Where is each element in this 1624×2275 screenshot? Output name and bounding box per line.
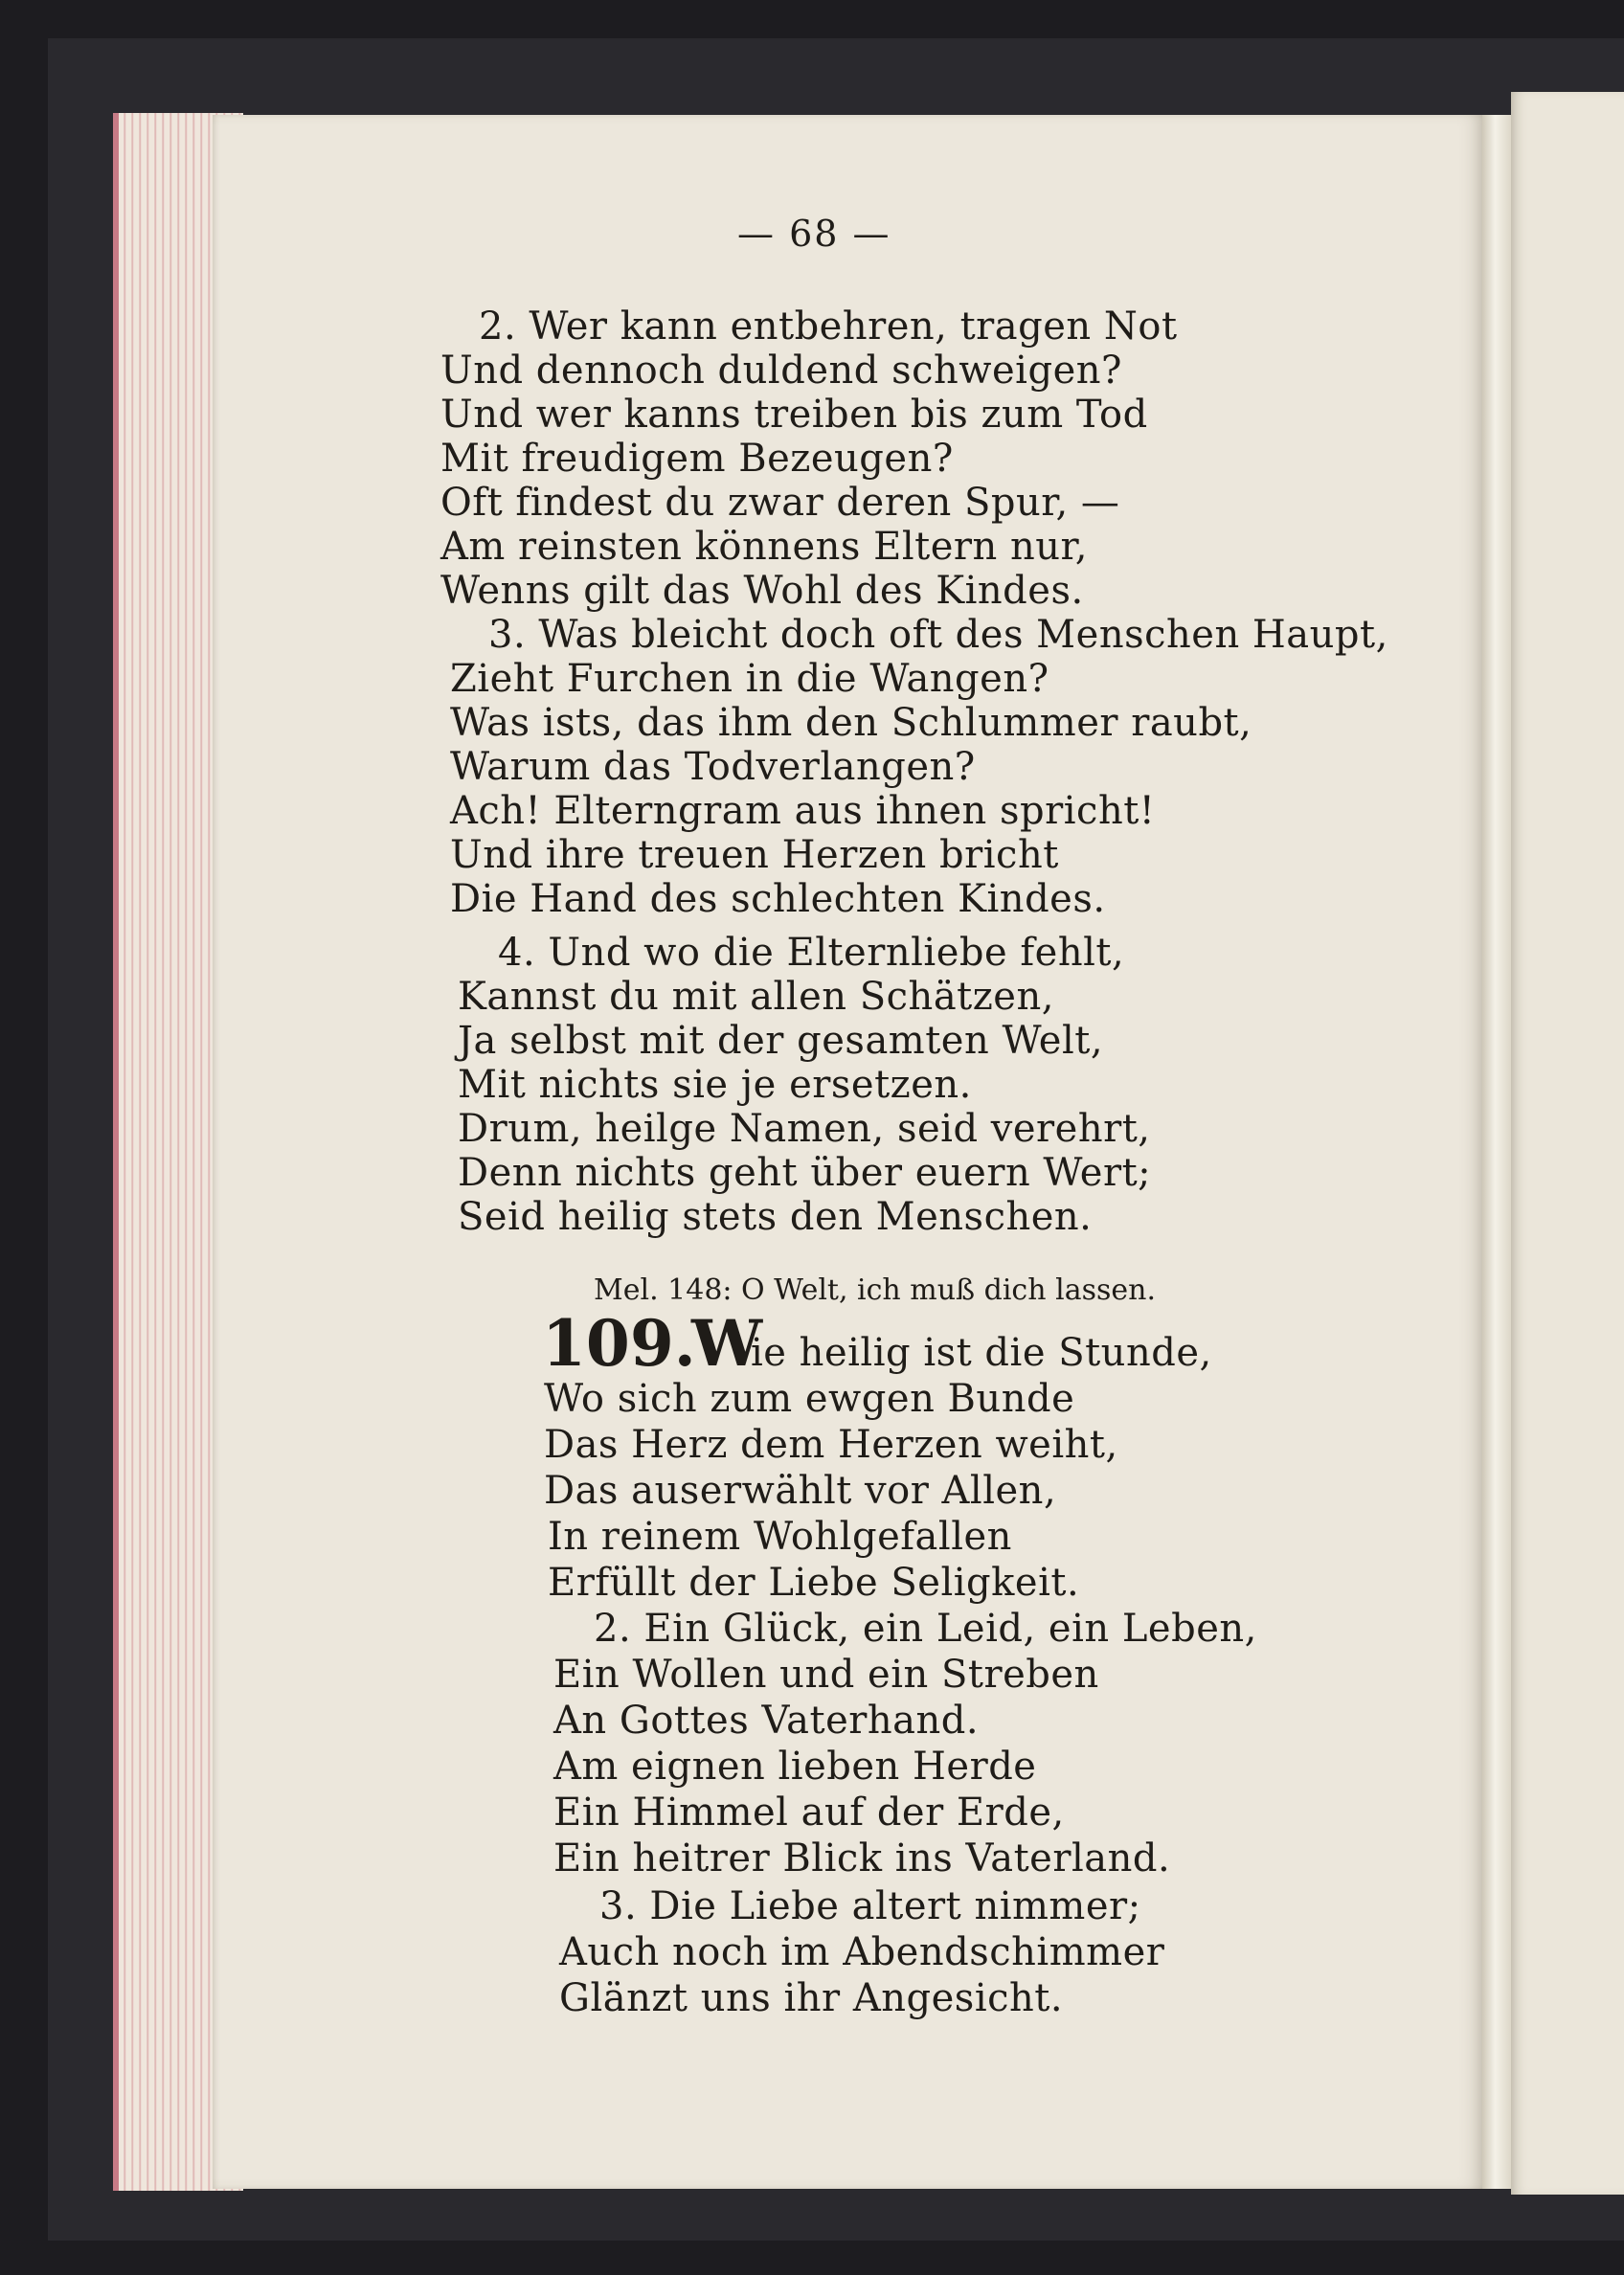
verse-line: Wenns gilt das Wohl des Kindes. [440, 569, 1084, 613]
verse-line: 4. Und wo die Elternliebe fehlt, [498, 931, 1125, 975]
verse-line: Oft findest du zwar deren Spur, — [440, 481, 1120, 525]
verse-line: Ein heitrer Blick ins Vaterland. [553, 1836, 1171, 1881]
verse-line: Wo sich zum ewgen Bunde [544, 1377, 1075, 1421]
verse-line: Am reinsten könnens Eltern nur, [440, 525, 1088, 569]
verse-line: 2. Wer kann entbehren, tragen Not [479, 304, 1178, 349]
melody-reference: Mel. 148: O Welt, ich muß dich lassen. [594, 1273, 1156, 1307]
verse-line: Seid heilig stets den Menschen. [458, 1195, 1093, 1239]
book-gutter [1482, 115, 1511, 2189]
verse-line: Die Hand des schlechten Kindes. [450, 877, 1106, 921]
verse-line: Was ists, das ihm den Schlummer raubt, [450, 701, 1252, 745]
verse-line: In reinem Wohlgefallen [548, 1515, 1012, 1559]
hymn-initial-letter: W [691, 1306, 763, 1381]
verse-line: Ach! Elterngram aus ihnen spricht! [450, 789, 1156, 833]
verse-line: Erfüllt der Liebe Seligkeit. [548, 1561, 1080, 1605]
verse-line: Warum das Todverlangen? [450, 745, 976, 789]
verse-line: Mit nichts sie je ersetzen. [458, 1063, 972, 1107]
verse-line: Denn nichts geht über euern Wert; [458, 1151, 1152, 1195]
verse-line: 2. Ein Glück, ein Leid, ein Leben, [594, 1607, 1257, 1651]
verse-line: 3. Die Liebe altert nimmer; [599, 1884, 1141, 1928]
verse-line: Am eignen lieben Herde [553, 1745, 1037, 1789]
verse-line: Kannst du mit allen Schätzen, [458, 975, 1054, 1019]
verse-line: Das auserwählt vor Allen, [544, 1469, 1057, 1513]
verse-line: Glänzt uns ihr Angesicht. [559, 1976, 1064, 2020]
verse-line: Und ihre treuen Herzen bricht [450, 833, 1059, 877]
verse-line: Drum, heilge Namen, seid verehrt, [458, 1107, 1151, 1151]
page-number: — 68 — [737, 213, 891, 255]
verse-line: An Gottes Vaterhand. [553, 1699, 980, 1743]
verse-line: 3. Was bleicht doch oft des Menschen Haupt, [488, 613, 1388, 657]
verse-line: Zieht Furchen in die Wangen? [450, 657, 1049, 701]
verse-line: Und wer kanns treiben bis zum Tod [440, 393, 1148, 437]
verse-line: Auch noch im Abendschimmer [559, 1930, 1165, 1974]
verse-line: Und dennoch duldend schweigen? [440, 349, 1122, 393]
facing-page-edge [1511, 92, 1624, 2195]
verse-line: ie heilig ist die Stunde, [751, 1331, 1212, 1375]
hymn-number: 109. [542, 1306, 696, 1381]
verse-line: Ein Himmel auf der Erde, [553, 1791, 1065, 1835]
verse-line: Mit freudigem Bezeugen? [440, 437, 954, 481]
verse-line: Ja selbst mit der gesamten Welt, [458, 1019, 1104, 1063]
verse-line: Ein Wollen und ein Streben [553, 1653, 1099, 1697]
verse-line: Das Herz dem Herzen weiht, [544, 1423, 1118, 1467]
